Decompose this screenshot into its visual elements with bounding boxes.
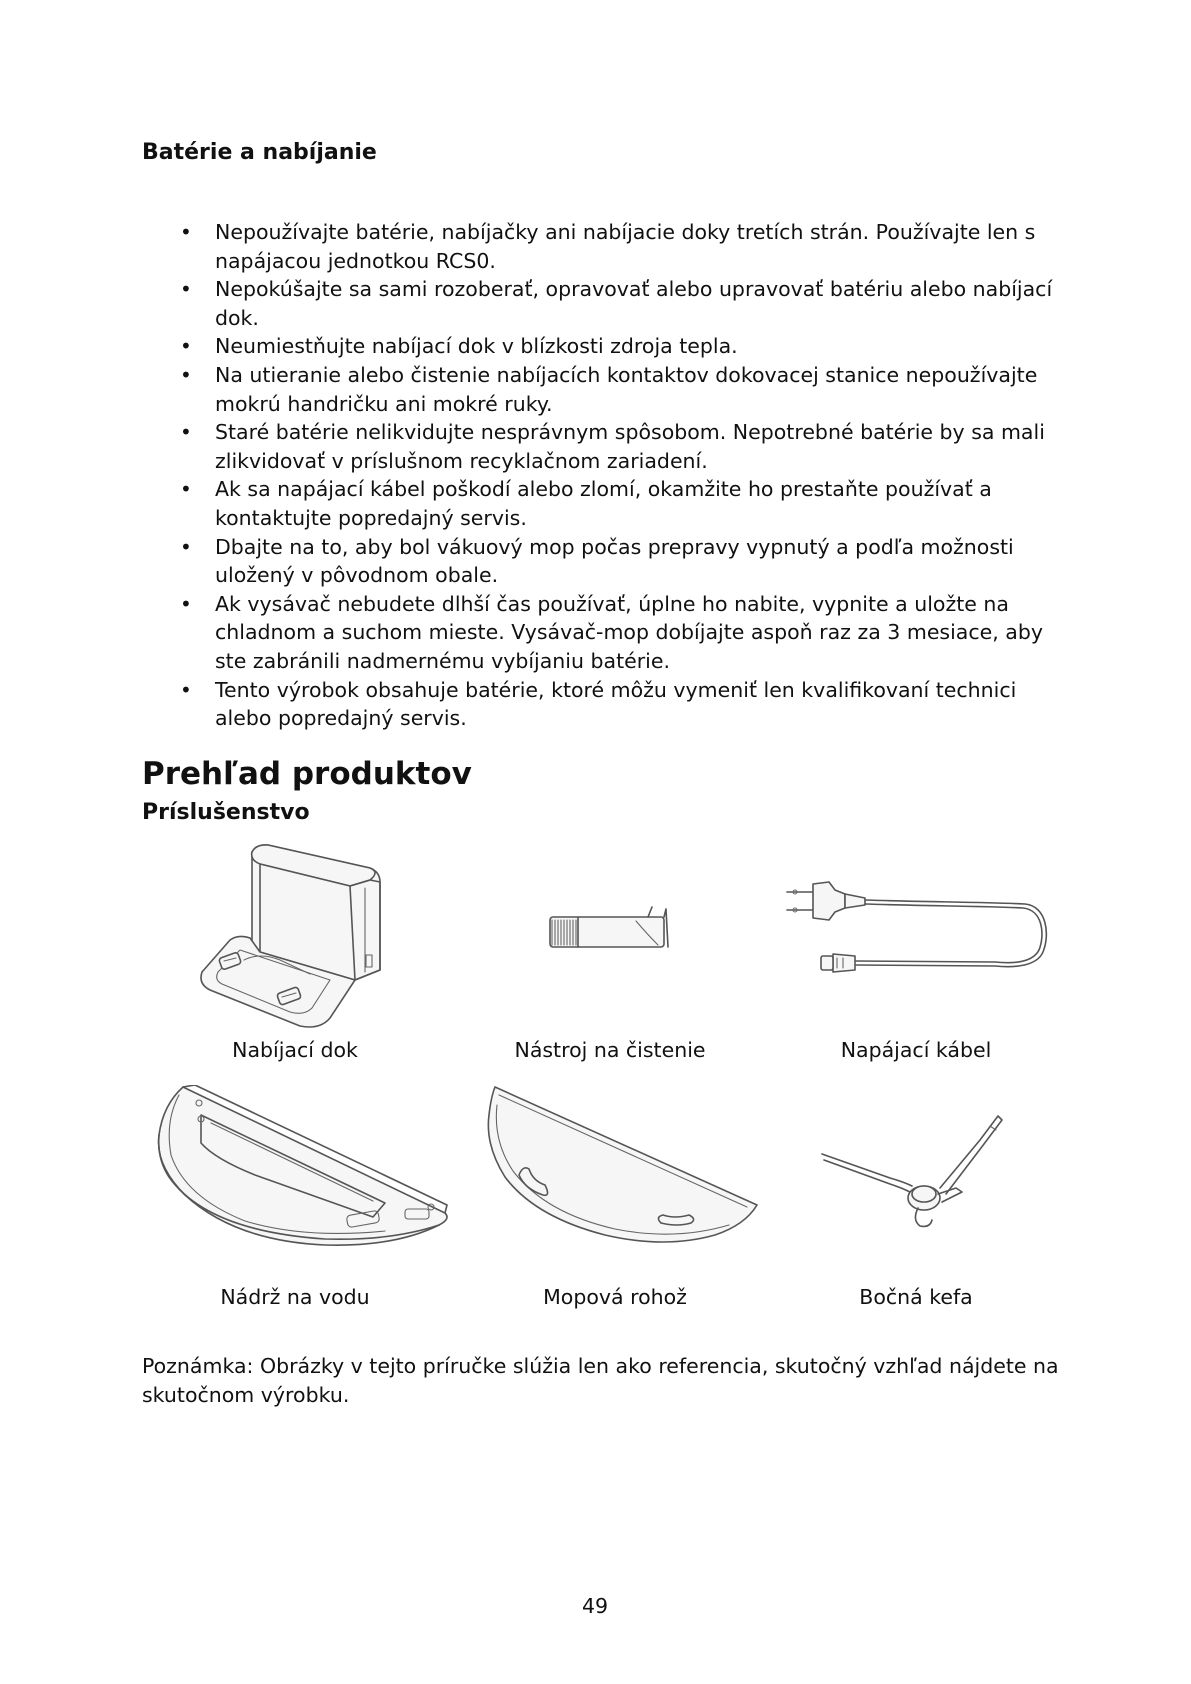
list-item: • Tento výrobok obsahuje batérie, ktoré môžu vymeniť len kvalifikovaní technici alebo popredajný servis. <box>142 676 1062 733</box>
cleaning-tool-caption: Nástroj na čistenie <box>514 1038 706 1062</box>
disclaimer-note: Poznámka: Obrázky v tejto príručke slúžia len ako referencia, skutočný vzhľad nájdete na skutočnom výrobku. <box>142 1354 1059 1407</box>
side-brush-illustration <box>820 1110 1005 1230</box>
water-tank-illustration <box>155 1085 455 1250</box>
list-item: • Staré batérie nelikvidujte nesprávnym spôsobom. Nepotrebné batérie by sa mali zlikvidovať v príslušnom recyklačnom zariadení. <box>142 418 1062 475</box>
battery-section-heading: Batérie a nabíjanie <box>142 140 377 165</box>
list-item: • Neumiestňujte nabíjací dok v blízkosti zdroja tepla. <box>142 332 1062 361</box>
page-number: 49 <box>581 1594 609 1618</box>
mop-pad-caption: Mopová rohož <box>543 1285 687 1309</box>
charging-dock-caption: Nabíjací dok <box>232 1038 358 1062</box>
list-item: • Nepokúšajte sa sami rozoberať, opravovať alebo upravovať batériu alebo nabíjací dok. <box>142 275 1062 332</box>
product-overview-heading: Prehľad produktov <box>142 756 472 792</box>
list-item: • Ak vysávač nebudete dlhší čas používať, úplne ho nabite, vypnite a uložte na chladnom a suchom mieste. Vysávač-mop dobíjajte aspoň raz za 3 mesiace, aby ste zabránili nadmernému vybíjaniu batérie. <box>142 590 1062 676</box>
list-item: • Dbajte na to, aby bol vákuový mop počas prepravy vypnutý a podľa možnosti uložený v pôvodnom obale. <box>142 533 1062 590</box>
side-brush-caption: Bočná kefa <box>859 1285 973 1309</box>
list-item: • Na utieranie alebo čistenie nabíjacích kontaktov dokovacej stanice nepoužívajte mokrú handričku ani mokré ruky. <box>142 361 1062 418</box>
list-item: • Ak sa napájací kábel poškodí alebo zlomí, okamžite ho prestaňte používať a kontaktujte popredajný servis. <box>142 475 1062 532</box>
mop-pad-illustration <box>485 1085 760 1250</box>
accessories-subheading: Príslušenstvo <box>142 800 310 825</box>
power-cable-illustration <box>785 880 1050 975</box>
battery-safety-list <box>142 218 1062 733</box>
water-tank-caption: Nádrž na vodu <box>220 1285 370 1309</box>
charging-dock-illustration <box>180 840 395 1035</box>
cleaning-tool-illustration <box>548 905 673 955</box>
power-cable-caption: Napájací kábel <box>840 1038 992 1062</box>
list-item: • Nepoužívajte batérie, nabíjačky ani nabíjacie doky tretích strán. Používajte len s napájacou jednotkou RCS0. <box>142 218 1062 275</box>
